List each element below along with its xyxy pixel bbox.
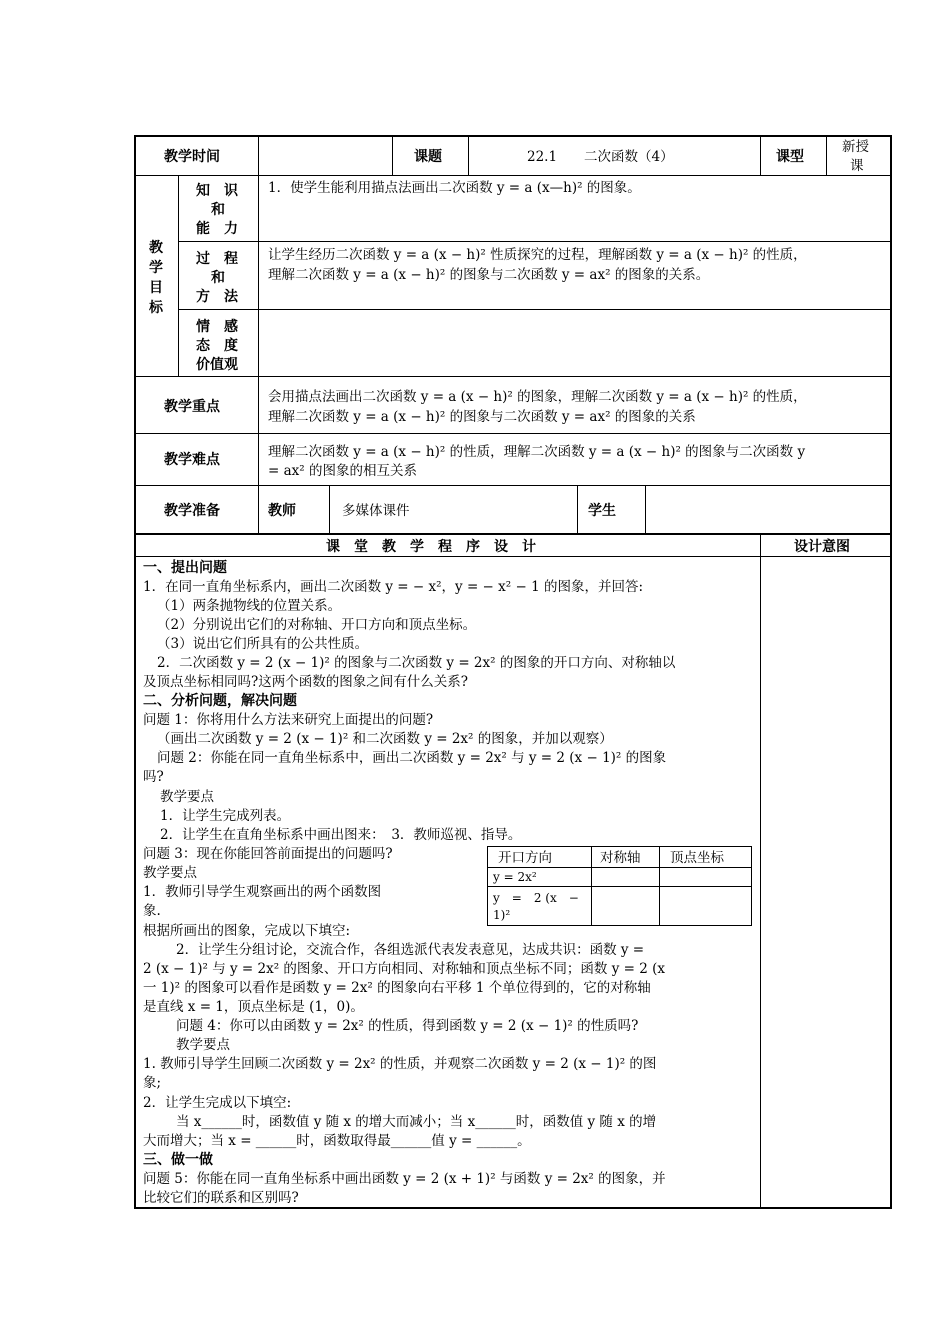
section-heading: 二、分析问题，解决问题 — [143, 693, 297, 709]
program-line: 教学要点 — [160, 789, 214, 805]
program-line: 根据所画出的图象，完成以下填空: — [143, 923, 351, 939]
intent-label: 设计意图 — [794, 539, 850, 555]
key-points-label: 教学重点 — [164, 399, 220, 415]
program-line: 1．让学生完成列表。 — [160, 808, 291, 824]
type-value-1: 新授 — [842, 139, 869, 155]
emotion-label-2: 态 度 — [196, 338, 238, 354]
student-label: 学生 — [588, 503, 616, 519]
process-text-1: 让学生经历二次函数 y = a (x − h)² 性质探究的过程，理解函数 y = a (x − h)² 的性质， — [268, 247, 807, 263]
difficult-points-line-1: 理解二次函数 y = a (x − h)² 的性质，理解二次函数 y = a (x − h)² 的图象与二次函数 y — [268, 444, 806, 460]
program-line: 1．教师引导学生观察画出的两个函数图 — [143, 884, 382, 900]
topic-label: 课题 — [414, 149, 442, 165]
table-header-vertex: 顶点坐标 — [670, 850, 724, 866]
table-row-1-label: y = 2x² — [493, 870, 537, 884]
process-label-1: 过 程 — [196, 251, 238, 267]
program-line: 吗? — [143, 769, 164, 785]
program-line: 比较它们的联系和区别吗? — [143, 1190, 299, 1206]
teacher-label: 教师 — [268, 503, 296, 519]
section-heading: 三、做一做 — [143, 1152, 213, 1168]
program-line: 1．在同一直角坐标系内，画出二次函数 y = − x²，y = − x² − 1 的图象，并回答: — [143, 579, 644, 595]
program-line: 教学要点 — [143, 865, 197, 881]
goals-label-char: 教 — [149, 240, 163, 256]
program-line: 2 (x − 1)² 与 y = 2x² 的图象、开口方向相同、对称轴和顶点坐标不同；函数 y = 2 (x — [143, 961, 666, 977]
difficult-points-label: 教学难点 — [164, 452, 220, 468]
table-header-axis: 对称轴 — [600, 850, 641, 866]
topic-value: 22.1 二次函数（4） — [527, 149, 674, 165]
program-line: 问题 5：你能在同一直角坐标系中画出函数 y = 2 (x + 1)² 与函数 y = 2x² 的图象，并 — [143, 1171, 666, 1187]
section-heading: 一、提出问题 — [143, 560, 227, 576]
process-text-2: 理解二次函数 y = a (x − h)² 的图象与二次函数 y = ax² 的图象的关系。 — [268, 267, 710, 283]
goals-label-char: 学 — [149, 260, 163, 276]
program-line: 象; — [143, 1075, 162, 1091]
difficult-points-line-2: = ax² 的图象的相互关系 — [268, 463, 417, 479]
program-line: （1）两条抛物线的位置关系。 — [157, 598, 342, 614]
program-line: 象. — [143, 903, 161, 919]
key-points-line-2: 理解二次函数 y = a (x − h)² 的图象与二次函数 y = ax² 的图象的关系 — [268, 409, 696, 425]
program-line: 当 x______时，函数值 y 随 x 的增大而减小；当 x______时，函数值 y 随 x 的增 — [176, 1114, 657, 1130]
preparation-label: 教学准备 — [164, 503, 220, 519]
type-label: 课型 — [776, 149, 804, 165]
program-line: （画出二次函数 y = 2 (x − 1)² 和二次函数 y = 2x² 的图象，并加以观察） — [157, 731, 613, 747]
program-line: 是直线 x = 1，顶点坐标是 (1，0)。 — [143, 999, 364, 1015]
type-value-2: 课 — [850, 158, 864, 174]
program-line: 一 1)² 的图象可以看作是函数 y = 2x² 的图象向右平移 1 个单位得到的，它的对称轴 — [143, 980, 651, 996]
program-line: 问题 4：你可以由函数 y = 2x² 的性质，得到函数 y = 2 (x − 1)² 的性质吗? — [176, 1018, 639, 1034]
teaching-time-label: 教学时间 — [164, 149, 220, 165]
program-line: 1. 教师引导学生回顾二次函数 y = 2x² 的性质，并观察二次函数 y = 2 (x − 1)² 的图 — [143, 1056, 657, 1072]
table-row-2-label-a: y = 2 (x − — [493, 891, 579, 905]
process-label-2: 和 — [211, 270, 225, 286]
teacher-value: 多媒体课件 — [342, 503, 410, 519]
program-line: 2．二次函数 y = 2 (x − 1)² 的图象与二次函数 y = 2x² 的图象的开口方向、对称轴以 — [157, 655, 676, 671]
knowledge-label-2: 和 — [211, 202, 225, 218]
program-line: 问题 2：你能在同一直角坐标系中，画出二次函数 y = 2x² 与 y = 2 (x − 1)² 的图象 — [157, 750, 667, 766]
program-line: 2．让学生在直角坐标系中画出图来： 3．教师巡视、指导。 — [160, 827, 522, 843]
knowledge-text: 1．使学生能利用描点法画出二次函数 y = a (x—h)² 的图象。 — [268, 180, 641, 196]
program-line: 教学要点 — [176, 1037, 230, 1053]
program-line: （2）分别说出它们的对称轴、开口方向和顶点坐标。 — [157, 617, 477, 633]
program-line: 问题 3：现在你能回答前面提出的问题吗? — [143, 846, 393, 862]
emotion-label-1: 情 感 — [196, 319, 238, 335]
program-line: 问题 1：你将用什么方法来研究上面提出的问题? — [143, 712, 434, 728]
table-header-direction: 开口方向 — [498, 850, 552, 866]
knowledge-label-1: 知 识 — [196, 183, 238, 199]
key-points-line-1: 会用描点法画出二次函数 y = a (x − h)² 的图象，理解二次函数 y = a (x − h)² 的性质， — [268, 389, 807, 405]
emotion-label-3: 价值观 — [196, 357, 238, 373]
program-line: 及顶点坐标相同吗?这两个函数的图象之间有什么关系? — [143, 674, 468, 690]
program-line: 2．让学生分组讨论，交流合作，各组选派代表发表意见，达成共识：函数 y = — [176, 942, 645, 958]
goals-label-char: 标 — [149, 300, 163, 316]
table-row-2-label-b: 1)² — [493, 908, 511, 922]
process-label-3: 方 法 — [196, 289, 238, 305]
program-line: 2．让学生完成以下填空: — [143, 1095, 292, 1111]
program-line: 大而增大；当 x = ______时，函数取得最______值 y = ______。 — [143, 1133, 531, 1149]
goals-label-char: 目 — [149, 280, 163, 296]
program-title: 课 堂 教 学 程 序 设 计 — [326, 539, 536, 555]
program-line: （3）说出它们所具有的公共性质。 — [157, 636, 369, 652]
knowledge-label-3: 能 力 — [196, 221, 238, 237]
